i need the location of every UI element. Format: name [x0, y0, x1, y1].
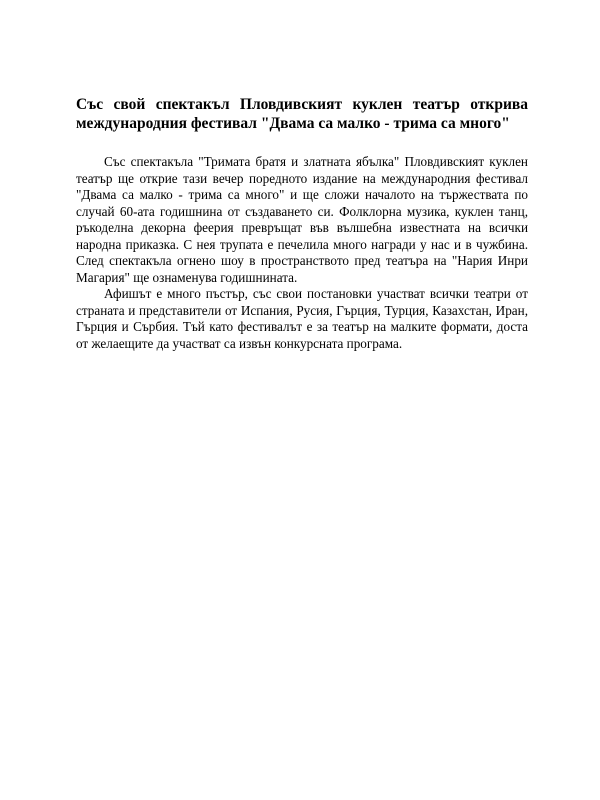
article-title: Със свой спектакъл Пловдивският куклен театър открива международния фестивал "Двама са малко - трима са много": [76, 96, 528, 132]
paragraph-2: Афишът е много пъстър, със свои постановки участват всички театри от страната и представители от Испания, Русия, Гърция, Турция, Казахстан, Иран, Гърция и Сърбия. Тъй като фестивалът е за театър на малките формати, доста от желаещите да участват са извън конкурсната програма.: [76, 286, 528, 351]
paragraph-1: Със спектакъла "Тримата братя и златната ябълка" Пловдивският куклен театър ще открие тази вечер поредното издание на международния фестивал "Двама са малко - трима са много" и ще сложи началото на тържествата по случай 60-ата годишнина от създаването си. Фолклорна музика, куклен танц, ръкоделна декорна феерия превръщат във вълшебна известната на всички народна приказка. С нея трупата е печелила много награди у нас и в чужбина. След спектакъла огнено шоу в пространството пред театъра на "Нария Инри Магария" ще ознаменува годишнината.: [76, 154, 528, 285]
article-body: [76, 154, 528, 352]
